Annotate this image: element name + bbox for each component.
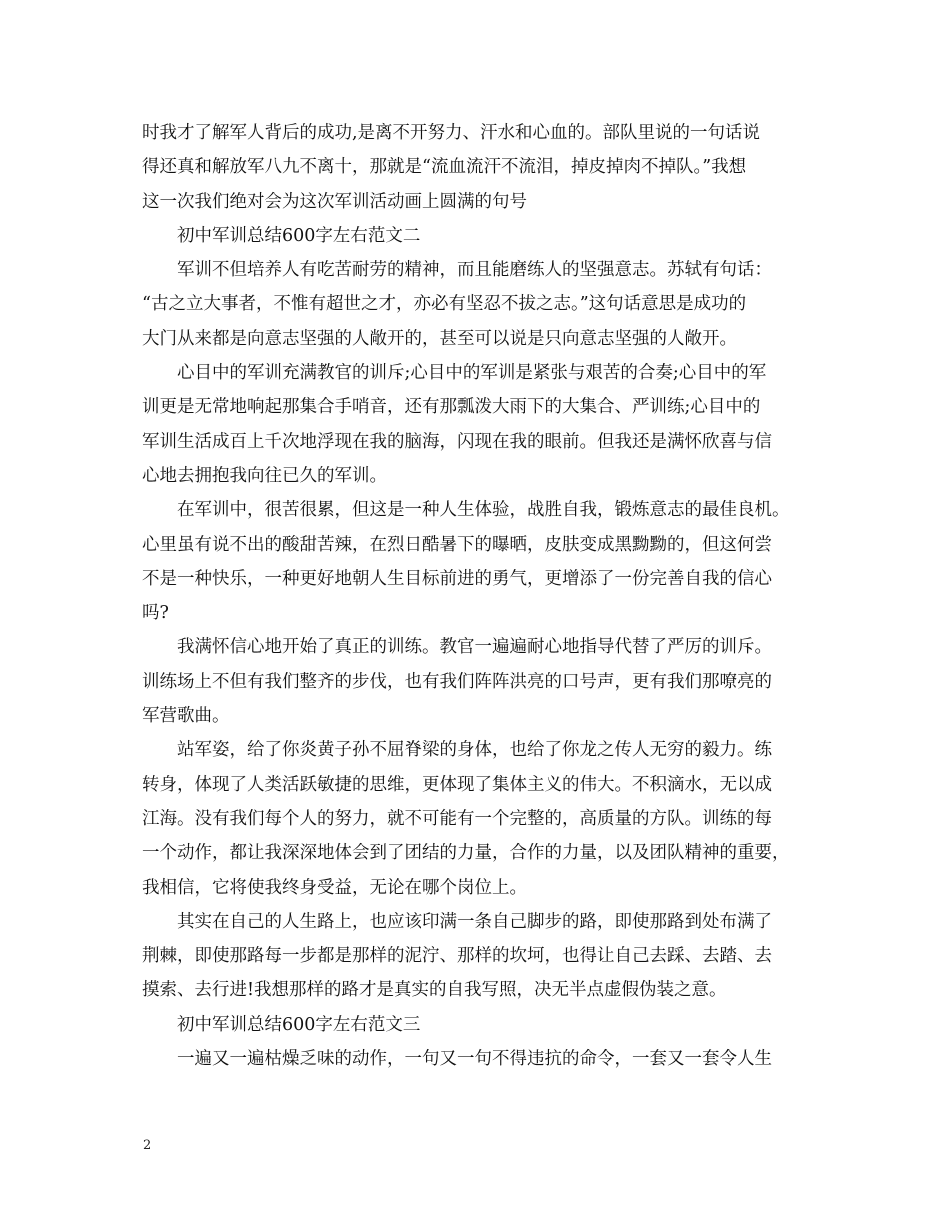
text-line: 心目中的军训充满教官的训斥;心目中的军训是紧张与艰苦的合奏;心目中的军 (177, 363, 767, 384)
text-line: “古之立大事者，不惟有超世之才，亦必有坚忍不拔之志。”这句话意思是成功的 (142, 294, 747, 315)
text-line: 我相信，它将使我终身受益，无论在哪个岗位上。 (142, 877, 527, 898)
text-line: 摸索、去行进!我想那样的路才是真实的自我写照，决无半点虚假伪装之意。 (142, 980, 727, 1001)
text-line: 军营歌曲。 (142, 706, 230, 727)
text-line: 荆棘，即使那路每一步都是那样的泥泞、那样的坎坷，也得让自己去踩、去踏、去 (142, 946, 772, 967)
text-line: 训更是无常地响起那集合手哨音，还有那瓢泼大雨下的大集合、严训练;心目中的 (142, 397, 761, 418)
text-line: 得还真和解放军八九不离十，那就是“流血流汗不流泪，掉皮掉肉不掉队。”我想 (142, 157, 747, 178)
text-line: 我满怀信心地开始了真正的训练。教官一遍遍耐心地指导代替了严厉的训斥。 (177, 637, 772, 658)
text-line: 一遍又一遍枯燥乏味的动作，一句又一句不得违抗的命令，一套又一套令人生 (177, 1049, 772, 1070)
text-line: 心里虽有说不出的酸甜苦辣，在烈日酷暑下的曝晒，皮肤变成黑黝黝的，但这何尝 (142, 534, 772, 555)
text-line: 其实在自己的人生路上，也应该印满一条自己脚步的路，即使那路到处布满了 (177, 911, 772, 932)
text-line: 时我才了解军人背后的成功,是离不开努力、汗水和心血的。部队里说的一句话说 (142, 123, 761, 143)
text-line: 吗? (142, 603, 169, 624)
section-heading: 初中军训总结600字左右范文三 (177, 1014, 421, 1035)
section-heading: 初中军训总结600字左右范文二 (177, 225, 421, 246)
text-line: 军训生活成百上千次地浮现在我的脑海，闪现在我的眼前。但我还是满怀欣喜与信 (142, 431, 772, 452)
text-line: 在军训中，很苦很累，但这是一种人生体验，战胜自我，锻炼意志的最佳良机。 (177, 500, 790, 521)
body-text (142, 116, 812, 1076)
text-line: 心地去拥抱我向往已久的军训。 (142, 465, 387, 486)
text-line: 这一次我们绝对会为这次军训活动画上圆满的句号 (142, 191, 527, 212)
text-line: 训练场上不但有我们整齐的步伐，也有我们阵阵洪亮的口号声，更有我们那嘹亮的 (142, 671, 772, 692)
text-line: 军训不但培养人有吃苦耐劳的精神，而且能磨练人的坚强意志。苏轼有句话： (177, 260, 772, 281)
page-number: 2 (143, 1138, 152, 1153)
text-line: 不是一种快乐，一种更好地朝人生目标前进的勇气，更增添了一份完善自我的信心 (142, 568, 772, 589)
text-line: 站军姿，给了你炎黄子孙不屈脊梁的身体，也给了你龙之传人无穷的毅力。练 (177, 740, 772, 761)
text-line: 江海。没有我们每个人的努力，就不可能有一个完整的，高质量的方队。训练的每 (142, 808, 772, 829)
text-line: 一个动作，都让我深深地体会到了团结的力量，合作的力量，以及团队精神的重要， (142, 843, 790, 864)
text-line: 转身，体现了人类活跃敏捷的思维，更体现了集体主义的伟大。不积滴水，无以成 (142, 774, 772, 795)
text-line: 大门从来都是向意志坚强的人敞开的，甚至可以说是只向意志坚强的人敞开。 (142, 328, 737, 349)
